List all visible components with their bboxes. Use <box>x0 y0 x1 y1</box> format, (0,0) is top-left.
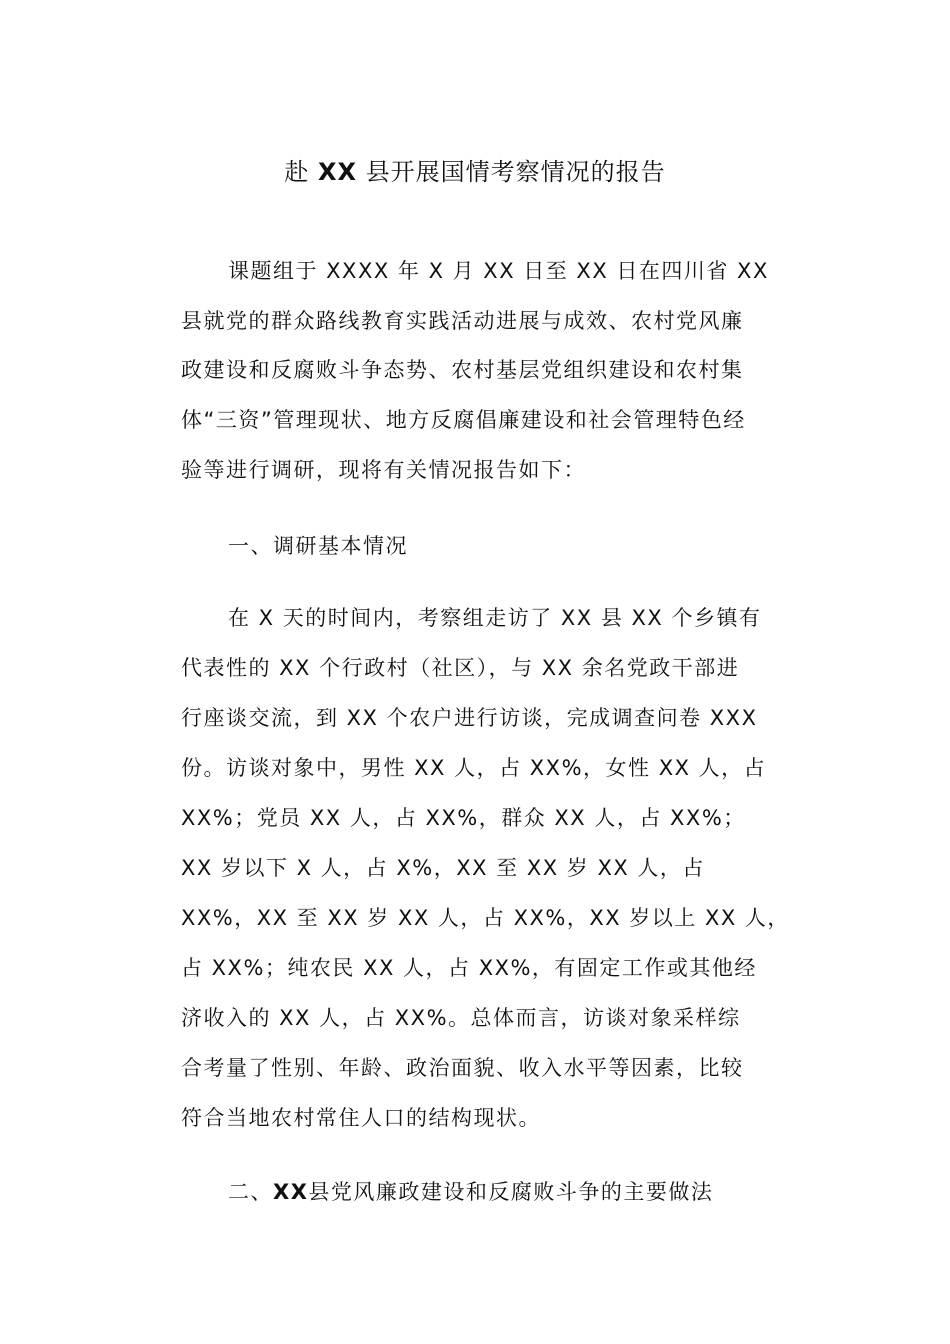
section2-suffix: 县党风廉政建设和反腐败斗争的主要做法 <box>308 1180 714 1204</box>
intro-line: 验等进行调研，现将有关情况报告如下： <box>181 458 586 482</box>
document-title <box>0 152 950 192</box>
section1-line: 在 X 天的时间内，考察组走访了 XX 县 XX 个乡镇有 <box>228 606 762 630</box>
section-heading: 一、调研基本情况 <box>228 534 408 558</box>
section2-bold: XX <box>273 1180 309 1204</box>
section1-line: 份。访谈对象中，男性 XX 人，占 XX%，女性 XX 人，占 <box>181 756 767 780</box>
section1-line: XX%，XX 至 XX 岁 XX 人，占 XX%，XX 岁以上 XX 人， <box>181 906 790 930</box>
section1-line: 济收入的 XX 人，占 XX%。总体而言，访谈对象采样综 <box>181 1006 741 1030</box>
section1-line: 合考量了性别、年龄、政治面貌、收入水平等因素，比较 <box>181 1056 744 1080</box>
section1-line: 行座谈交流，到 XX 个农户进行访谈，完成调查问卷 XXX <box>181 706 758 730</box>
intro-line: 体“三资”管理现状、地方反腐倡廉建设和社会管理特色经 <box>181 408 746 432</box>
section-heading-2 <box>228 1177 713 1207</box>
section1-line: 占 XX%；纯农民 XX 人，占 XX%，有固定工作或其他经 <box>181 956 757 980</box>
section1-line: 代表性的 XX 个行政村（社区），与 XX 余名党政干部进 <box>181 656 740 680</box>
section2-prefix: 二、 <box>228 1180 273 1204</box>
section1-line: XX 岁以下 X 人，占 X%，XX 至 XX 岁 XX 人，占 <box>181 856 705 880</box>
intro-line: 课题组于 XXXX 年 X 月 XX 日至 XX 日在四川省 XX <box>228 259 769 283</box>
section1-line: 符合当地农村常住人口的结构现状。 <box>181 1106 541 1130</box>
title-prefix: 赴 <box>284 158 310 186</box>
intro-line: 县就党的群众路线教育实践活动进展与成效、农村党风廉 <box>181 309 744 333</box>
section1-line: XX%；党员 XX 人，占 XX%，群众 XX 人，占 XX%； <box>181 806 746 830</box>
title-bold: XX <box>317 158 357 186</box>
intro-line: 政建设和反腐败斗争态势、农村基层党组织建设和农村集 <box>181 358 744 382</box>
title-suffix: 县开展国情考察情况的报告 <box>365 158 666 186</box>
